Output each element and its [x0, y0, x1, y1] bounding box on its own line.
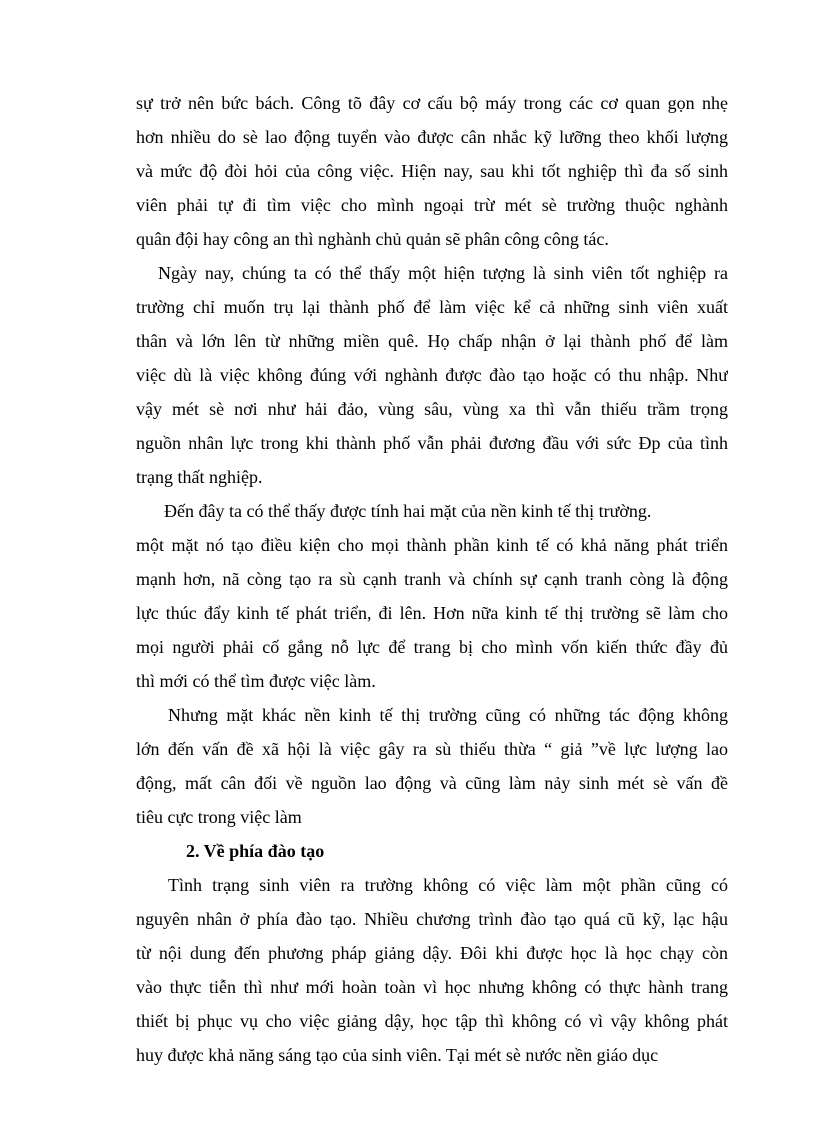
- text-line: huy được khả năng sáng tạo của sinh viên. Tại mét sè nước nền giáo dục: [136, 1045, 659, 1065]
- text-line: một mặt nó tạo điều kiện cho mọi thành phần kinh tế có khả năng phát triển: [136, 535, 728, 555]
- text-line: từ nội dung đến phương pháp giảng dậy. Đôi khi được học là học chạy còn: [136, 943, 728, 963]
- text-line: thì mới có thể tìm được việc làm.: [136, 671, 376, 691]
- text-line: Đến đây ta có thể thấy được tính hai mặt của nền kinh tế thị trường.: [164, 501, 652, 521]
- text-line: viên phải tự đi tìm việc cho mình ngoại trừ mét sè trường thuộc nghành: [136, 195, 728, 215]
- text-line: trạng thất nghiệp.: [136, 467, 263, 487]
- text-line: nguồn nhân lực trong khi thành phố vẫn phải đương đầu với sức Ðp của tình: [136, 433, 728, 453]
- text-line: mọi người phải cố gắng nỗ lực để trang bị cho mình vốn kiến thức đầy đủ: [136, 637, 728, 657]
- text-line: động, mất cân đối về nguồn lao động và cũng làm nảy sinh mét sè vấn đề: [136, 773, 728, 793]
- text-line: Ngày nay, chúng ta có thể thấy một hiện tượng là sinh viên tốt nghiệp ra: [158, 263, 728, 283]
- text-line: việc dù là việc không đúng với nghành được đào tạo hoặc có thu nhập. Như: [136, 365, 728, 385]
- text-line: sự trở nên bức bách. Công tõ đây cơ cấu bộ máy trong các cơ quan gọn nhẹ: [136, 93, 728, 113]
- text-line: lớn đến vấn đề xã hội là việc gây ra sù thiếu thừa “ giả ”về lực lượng lao: [136, 739, 728, 759]
- text-line: thân và lớn lên từ những miền quê. Họ chấp nhận ở lại thành phố để làm: [136, 331, 728, 351]
- text-line: trường chỉ muốn trụ lại thành phố để làm việc kể cả những sinh viên xuất: [136, 297, 728, 317]
- text-line: nguyên nhân ở phía đào tạo. Nhiều chương trình đào tạo quá cũ kỹ, lạc hậu: [136, 909, 728, 929]
- text-line: vậy mét sè nơi như hải đảo, vùng sâu, vùng xa thì vẫn thiếu trầm trọng: [136, 399, 728, 419]
- section-heading: 2. Về phía đào tạo: [186, 841, 325, 861]
- text-line: Nhưng mặt khác nền kinh tế thị trường cũng có những tác động không: [168, 705, 728, 725]
- text-line: và mức độ đòi hỏi của công việc. Hiện nay, sau khi tốt nghiệp thì đa số sinh: [136, 161, 728, 181]
- text-line: mạnh hơn, nã còng tạo ra sù cạnh tranh và chính sự cạnh tranh còng là động: [136, 569, 728, 589]
- text-line: Tình trạng sinh viên ra trường không có việc làm một phần cũng có: [168, 875, 728, 895]
- text-line: thiết bị phục vụ cho việc giảng dậy, học tập thì không có vì vậy không phát: [136, 1011, 728, 1031]
- text-line: hơn nhiều do sè lao động tuyển vào được cân nhắc kỹ lưỡng theo khối lượng: [136, 127, 728, 147]
- text-line: vào thực tiễn thì như mới hoàn toàn vì học nhưng không có thực hành trang: [136, 977, 728, 997]
- text-line: quân đội hay công an thì nghành chủ quản sẽ phân công công tác.: [136, 229, 609, 249]
- text-line: tiêu cực trong việc làm: [136, 807, 302, 827]
- text-line: lực thúc đẩy kinh tế phát triển, đi lên. Hơn nữa kinh tế thị trường sẽ làm cho: [136, 603, 728, 623]
